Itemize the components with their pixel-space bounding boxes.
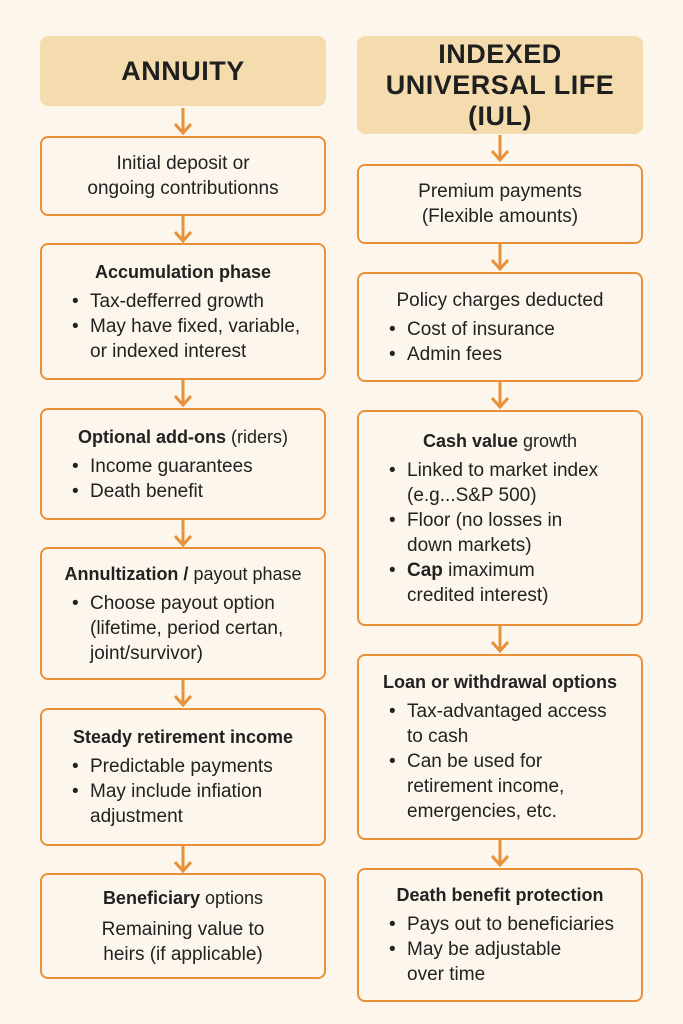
bullet-list — [54, 454, 312, 504]
annuity-step-initial-deposit: Initial deposit or ongoing contributionns — [40, 136, 326, 216]
list-item: • Predictable payments — [68, 754, 312, 779]
annuity-step-retirement-income: Steady retirement income • Predictable payments • May include infiation adjustment — [40, 708, 326, 846]
list-item: • Death benefit — [68, 479, 312, 504]
iul-step-death-benefit: Death benefit protection • Pays out to beneficiaries • May be adjustable over time — [357, 868, 643, 1002]
arrow-down-icon — [171, 108, 195, 136]
list-item: • Pays out to beneficiaries — [385, 912, 629, 937]
annuity-header: ANNUITY — [40, 36, 326, 106]
list-item: • May have fixed, variable, — [68, 314, 312, 339]
arrow-down-icon — [171, 216, 195, 244]
arrow-down-icon — [488, 244, 512, 272]
arrow-down-icon — [171, 380, 195, 408]
iul-step-loan-withdrawal: Loan or withdrawal options • Tax-advantaged access to cash • Can be used for retirement income, emergencies, etc. — [357, 654, 643, 840]
annuity-step-accumulation: Accumulation phase • Tax-defferred growth • May have fixed, variable, or indexed interest — [40, 243, 326, 380]
list-item: • Tax-advantaged access to cash — [385, 699, 629, 749]
bullet-list — [371, 317, 629, 367]
list-item: • Admin fees — [385, 342, 629, 367]
list-item: • Tax-defferred growth — [68, 289, 312, 314]
list-item: • May be adjustable over time — [385, 937, 629, 987]
list-item: • Can be used for retirement income, emergencies, etc. — [385, 749, 629, 824]
annuity-step-beneficiary: Beneficiary options Remaining value to heirs (if applicable) — [40, 873, 326, 979]
iul-step-charges: Policy charges deducted • Cost of insurance • Admin fees — [357, 272, 643, 382]
iul-header: INDEXED UNIVERSAL LIFE (IUL) — [357, 36, 643, 134]
arrow-down-icon — [171, 520, 195, 548]
arrow-down-icon — [488, 135, 512, 163]
list-item: • Choose payout option — [68, 591, 312, 616]
list-item: • Income guarantees — [68, 454, 312, 479]
list-item: • Linked to market index (e.g...S&P 500) — [385, 458, 629, 508]
bullet-list — [371, 699, 629, 824]
annuity-step-addons: Optional add-ons (riders) • Income guarantees • Death benefit — [40, 408, 326, 520]
list-item: • Cap imaximum credited interest) — [385, 558, 629, 608]
bullet-list — [54, 754, 312, 804]
arrow-down-icon — [488, 840, 512, 868]
bullet-list — [371, 912, 629, 987]
arrow-down-icon — [171, 680, 195, 708]
iul-step-premium: Premium payments (Flexible amounts) — [357, 164, 643, 244]
bullet-list — [371, 458, 629, 608]
bullet-list — [54, 591, 312, 616]
list-item: • May include infiation — [68, 779, 312, 804]
bullet-list — [54, 289, 312, 339]
iul-step-cash-value: Cash value growth • Linked to market index (e.g...S&P 500) • Floor (no losses in down markets) • Cap imaximum credited interest) — [357, 410, 643, 626]
list-item: • Cost of insurance — [385, 317, 629, 342]
annuity-step-payout: Annultization / payout phase • Choose payout option (lifetime, period certan, joint/survivor) — [40, 547, 326, 680]
list-item: • Floor (no losses in down markets) — [385, 508, 629, 558]
arrow-down-icon — [488, 382, 512, 410]
arrow-down-icon — [488, 626, 512, 654]
arrow-down-icon — [171, 846, 195, 874]
